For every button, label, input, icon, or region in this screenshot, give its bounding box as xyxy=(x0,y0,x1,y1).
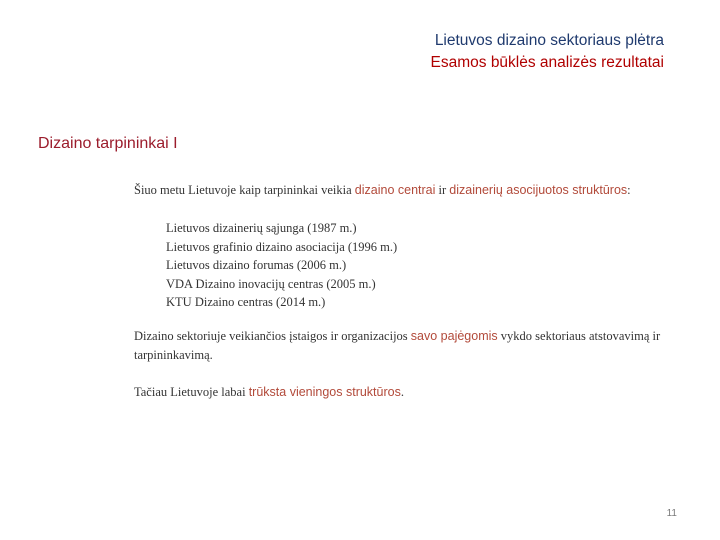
list-item: VDA Dizaino inovacijų centras (2005 m.) xyxy=(166,276,376,291)
representation-text-start: Dizaino sektoriuje veikiančios įstaigos ir organizacijos xyxy=(134,328,411,343)
paragraph-lack xyxy=(134,383,674,402)
lack-text-end: . xyxy=(400,384,404,399)
section-title: Dizaino tarpininkai I xyxy=(38,135,178,152)
list-item: Lietuvos grafinio dizaino asociacija (1996 m.) xyxy=(166,239,398,254)
intro-text-colon: : xyxy=(627,183,631,197)
page-number: 11 xyxy=(666,508,677,519)
intro-text-start: Šiuo metu Lietuvoje kaip tarpininkai veikia xyxy=(134,183,355,197)
representation-text-end: vykdo sektoriaus atstovavimą ir tarpininkavimą. xyxy=(134,328,661,362)
list-item: Lietuvos dizaino forumas (2006 m.) xyxy=(166,258,347,272)
representation-accent: savo pajėgomis xyxy=(410,328,498,343)
list-item: KTU Dizaino centras (2014 m.) xyxy=(166,295,326,309)
header-title: Lietuvos dizaino sektoriaus plėtra xyxy=(434,32,664,49)
list-item: Lietuvos dizainerių sąjunga (1987 m.) xyxy=(166,221,357,235)
intro-accent-design-centers: dizaino centrai xyxy=(354,183,436,197)
intro-accent-associated-structures: dizainerių asocijuotos struktūros xyxy=(449,183,628,197)
lack-accent: trūksta vieningos struktūros xyxy=(248,384,401,399)
slide-header xyxy=(431,30,664,74)
paragraph-representation xyxy=(134,327,674,365)
header-subtitle: Esamos būklės analizės rezultatai xyxy=(430,54,664,71)
intermediaries-list xyxy=(166,219,674,312)
intro-text-and: ir xyxy=(435,183,450,197)
lack-text-start: Tačiau Lietuvoje labai xyxy=(134,384,249,399)
paragraph-intro xyxy=(134,181,674,200)
slide-body xyxy=(134,181,674,402)
